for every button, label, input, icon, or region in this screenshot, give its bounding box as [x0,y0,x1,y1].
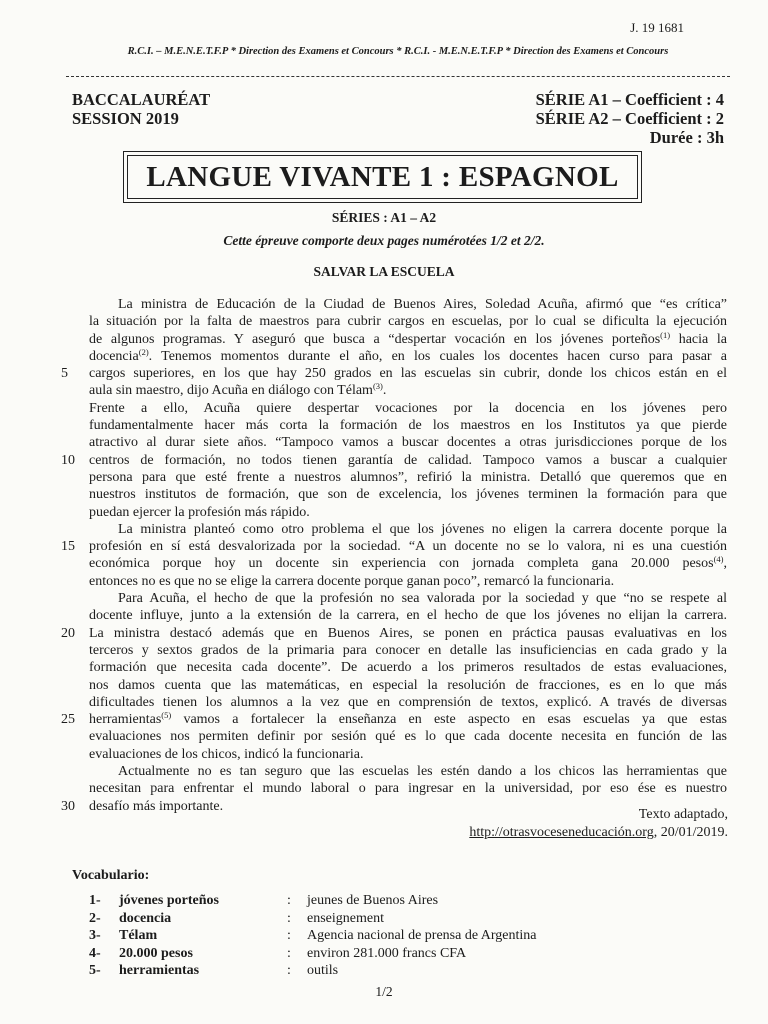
series-line: SÉRIES : A1 – A2 [331,210,437,225]
text-line: necesitan para enfrentar el mundo laboral o para ingresar en la universidad, por eso ése es nuestro [89,781,727,797]
vocabulary-item: 3- Télam : Agencia nacional de prensa de Argentina [89,928,537,943]
line-number: 5 [61,366,68,382]
text-line: entonces no es que no se elige la carrera docente porque ganan poco”, remarcó la funcionaria. [89,573,615,589]
line-number: 20 [61,625,75,641]
line-number: 30 [61,798,75,814]
exam-duration: Durée : 3h [649,128,724,147]
vocabulary-item: 2- docencia : enseignement [89,910,384,926]
exam-info-right [536,90,724,147]
text-line: docencia$^{(2)}$. Tenemos momentos durante el año, en los cuales los docentes hacen curso para pasar a [89,346,727,364]
footnote-mark: (2) [138,346,149,357]
text-line: La ministra planteó como otro problema el que los jóvenes no eligen la carrera docente porque la [118,521,727,537]
vocabulary-item: 4- 20.000 pesos : environ 281.000 francs CFA [89,945,467,961]
line-number: 25 [61,712,75,728]
text-line: 5 cargos superiores, en los que hay 250 grados en las escuelas sin cubrir, donde los chicos están en el [61,366,727,382]
text-line: económica porque hoy un docente sin experiencia con jornada completa gana 20.000 pesos$^{(4)}$, [89,554,727,572]
text-line: dificultades tienen los alumnos a la vez que en comprensión de textos, explicó. A través de diversas [89,694,727,710]
text-title: SALVAR LA ESCUELA [313,264,455,279]
text-line: la situación por la falta de maestros para cubrir cargos en escuelas, por lo cual se dificulta la ejecución [89,314,727,330]
vocabulary-item: 5- herramientas : outils [89,963,339,978]
text-line: 15 profesión en sí está desvalorizada por la sociedad. “A un docente no se lo valora, ni es una cuestión [61,539,727,555]
subject-title: LANGUE VIVANTE 1 : ESPAGNOL [146,160,619,193]
source-link[interactable]: http://otrasvoceseneducación.org [469,825,654,840]
text-line: 25 herramientas$^{(5)}$ vamos a fortalecer la enseñanza en este aspecto en esas escuelas ya que estas [61,710,727,728]
line-number: 15 [61,539,75,555]
text-line: 10 centros de formación, no todos tienen garantía de calidad. Tampoco vamos a buscar a cualquier [61,452,727,468]
source-date: , 20/01/2019. [653,825,728,840]
text-line: formación que necesita cada docente”. De acuerdo a los primeros resultados de estas evaluaciones, [89,660,727,676]
text-line: Para Acuña, el hecho de que la profesión no sea valorada por la sociedad y que “no se respete al [118,591,727,607]
subject-title-box [123,151,642,203]
text-line: puedan ejercer la profesión más rápido. [89,504,310,520]
vocabulary-item: 1- jóvenes porteños : jeunes de Buenos Aires [89,893,439,908]
text-line: docente influye, junto a la extensión de la carrera, en el hecho de que los jóvenes no elijan la carrera. [89,608,727,624]
text-line: evaluaciones de los chicos, indicó la funcionaria. [89,746,364,762]
text-line: nuestros institutos de formación, que son de excelencia, los jóvenes terminen la formación para que [89,487,727,503]
text-line: fundamentalmente hacer más corta la formación de los maestros en los Institutos ya que pierde [89,418,727,434]
source-citation [469,806,728,842]
text-line: 20 La ministra destacó además que en Buenos Aires, se ponen en práctica pausas evaluativas en los [61,625,727,641]
text-line: persona para que esté frente a nuestros alumnos”, refirió la ministra. Detalló que queremos que en [89,469,727,485]
text-line: Frente a ello, Acuña quiere despertar vocaciones por la docencia en los jóvenes pero [89,400,727,416]
document-reference: J. 19 1681 [630,20,684,35]
footnote-mark: (3) [372,381,383,392]
vocabulary-list [89,892,536,980]
text-line: Actualmente no es tan seguro que las escuelas les estén dando a los chicos las herramientas que [118,764,727,780]
footnote-mark: (5) [161,710,172,721]
text-line: La ministra de Educación de la Ciudad de Buenos Aires, Soledad Acuña, afirmó que “es crítica” [118,297,727,312]
ministry-header: R.C.I. – M.E.N.E.T.F.P * Direction des Examens et Concours * R.C.I. - M.E.N.E.T.F.P * Direction des Examens et Concours [127,46,669,57]
pages-note: Cette épreuve comporte deux pages numérotées 1/2 et 2/2. [223,233,545,248]
page-number: 1/2 [375,984,393,999]
source-label: Texto adaptado, [638,807,728,822]
reading-text [61,296,727,815]
exam-info-left [72,90,210,128]
text-line: nos damos cuenta que las matemáticas, en especial la resolución de fracciones, es en lo que más [89,677,727,693]
exam-name: BACCALAURÉAT [72,90,211,109]
text-line: de algunos programas. Y aseguró que busca a “despertar vocación en los jóvenes porteños$^{(1)}$ hacia la [89,329,727,347]
serie-a1: SÉRIE A1 – Coefficient : 4 [535,90,724,109]
text-line: atractivo al durar siete años. “Tampoco vamos a buscar docentes a otras jurisdicciones porque de los [89,435,727,451]
serie-a2: SÉRIE A2 – Coefficient : 2 [535,109,724,128]
footnote-mark: (1) [660,329,671,340]
text-line: terceros y sextos grados de la primaria para conocer en detalle las insuficiencias en cada grado y la [89,642,727,658]
vocabulary-title: Vocabulario: [72,868,150,883]
text-line: evaluaciones nos permiten definir por sesión qué es lo que cada docente necesita en función de las [89,729,727,745]
text-line: aula sin maestro, dijo Acuña en diálogo con Télam$^{(3)}$. [89,381,387,399]
header-divider [66,76,730,77]
line-number: 10 [61,452,75,468]
footnote-mark: (4) [713,554,724,565]
text-line: 30 desafío más importante. [61,798,224,814]
exam-session: SESSION 2019 [72,109,179,128]
